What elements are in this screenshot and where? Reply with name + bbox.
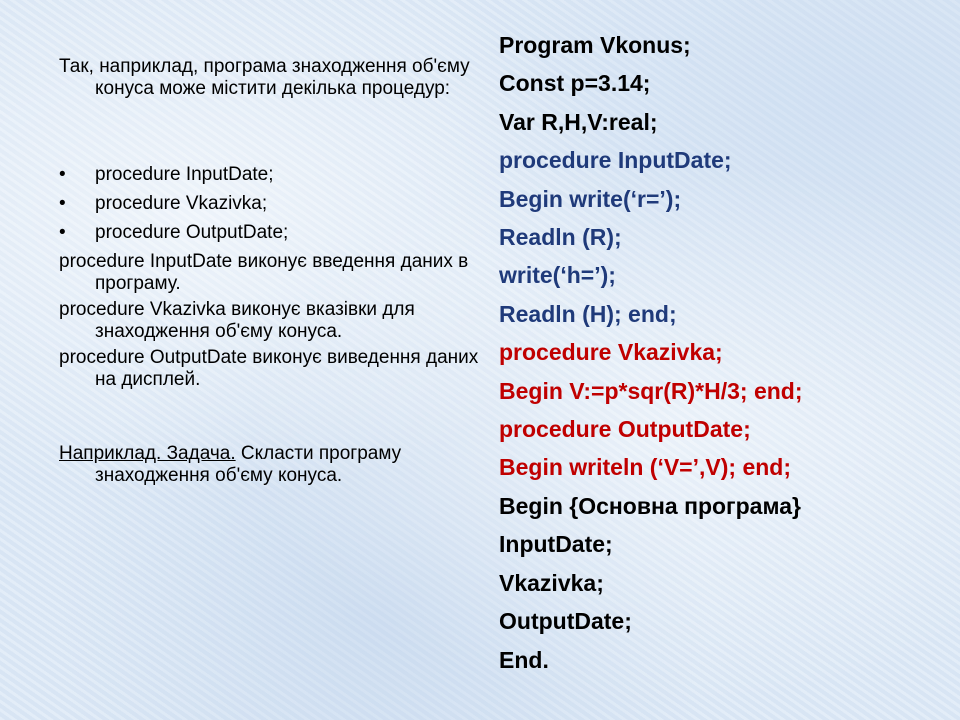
bullet-dot: •: [59, 164, 66, 185]
code-line: Begin write(‘r=’);: [499, 185, 682, 212]
task-paragraph: [59, 443, 479, 487]
bullet-text: procedure Vkazivka;: [95, 193, 268, 214]
code-line: procedure InputDate;: [499, 147, 732, 174]
bullet-text: procedure OutputDate;: [95, 222, 289, 243]
code-line: OutputDate;: [499, 608, 632, 635]
intro-paragraph: Так, наприклад, програма знаходження об'єму конуса може містити декілька процедур:: [59, 56, 470, 99]
task-text: Скласти програму знаходження об'єму конуса.: [95, 443, 402, 486]
code-line: Begin V:=p*sqr(R)*H/3; end;: [499, 377, 803, 404]
bullet-text: procedure InputDate;: [95, 164, 274, 185]
pascal-code-listing: [499, 26, 939, 679]
bullet-dot: •: [59, 193, 66, 214]
code-line: procedure OutputDate;: [499, 416, 751, 443]
bullet-item: [59, 193, 479, 215]
code-line: write(‘h=’);: [499, 262, 616, 289]
code-line: InputDate;: [499, 531, 613, 558]
spacer: [59, 395, 479, 443]
spacer: [59, 104, 479, 164]
code-line: Begin {Основна програма}: [499, 492, 801, 519]
code-line: Program Vkonus;: [499, 32, 691, 58]
code-line: Const p=3.14;: [499, 70, 651, 97]
bullet-item: [59, 222, 479, 244]
task-label: Наприклад. Задача.: [59, 443, 236, 464]
left-text-column: [59, 56, 479, 491]
code-line: Readln (R);: [499, 224, 622, 251]
code-line: Var R,H,V:real;: [499, 108, 658, 135]
code-line: Readln (H); end;: [499, 300, 677, 327]
code-line: Vkazivka;: [499, 569, 604, 596]
bullet-item: [59, 164, 479, 186]
description-vkazivka: procedure Vkazivka виконує вказівки для знаходження об'єму конуса.: [59, 299, 415, 342]
procedure-bullet-list: [59, 164, 479, 244]
code-line: End.: [499, 646, 549, 673]
description-inputdate: procedure InputDate виконує введення даних в програму.: [59, 251, 469, 294]
code-line: Begin writeln (‘V=’,V); end;: [499, 454, 791, 481]
description-outputdate: procedure OutputDate виконує виведення даних на дисплей.: [59, 347, 479, 390]
bullet-dot: •: [59, 222, 66, 243]
code-line: procedure Vkazivka;: [499, 339, 723, 366]
